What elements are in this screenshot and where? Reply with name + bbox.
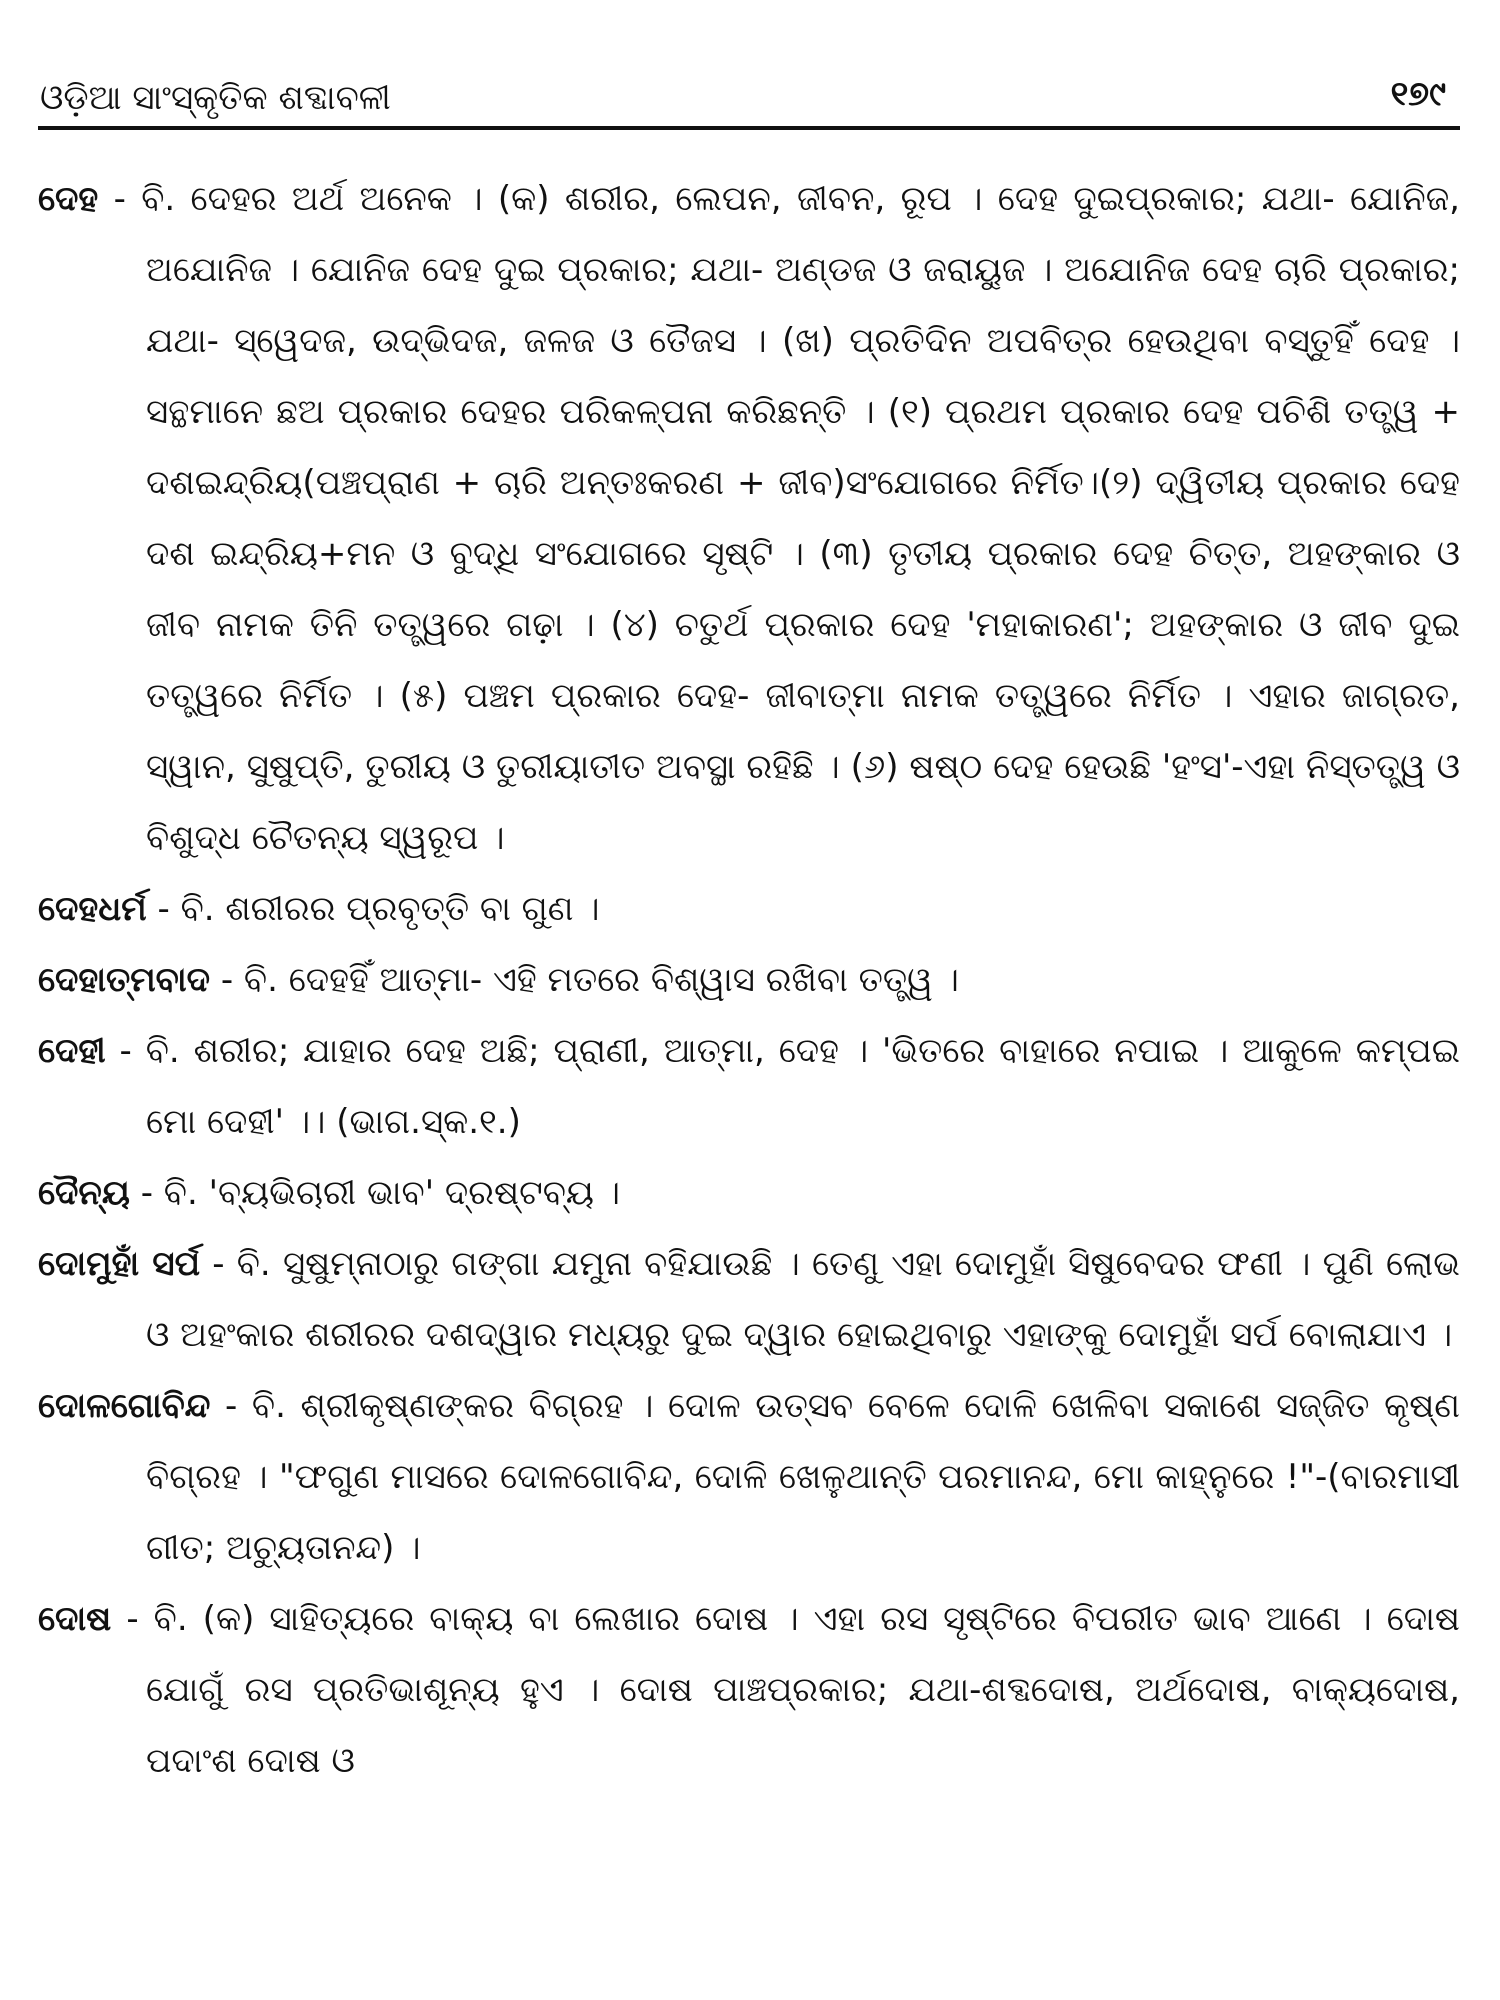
entry-domuha-sarpa xyxy=(38,1229,1460,1371)
definition: - ବି. ଶରୀରର ପ୍ରବୃତ୍ତି ବା ଗୁଣ । xyxy=(146,889,600,929)
definition: - ବି. ଦେହର ଅର୍ଥ ଅନେକ । (କ) ଶରୀର, ଲେପନ, ଜୀବନ, ରୂପ । ଦେହ ଦୁଇପ୍ରକାର; ଯଥା- ଯୋନିଜ, ଅଯୋନିଜ । ଯୋନିଜ ଦେହ ଦୁଇ ପ୍ରକାର; ଯଥା- ଅଣ୍ଡଜ ଓ ଜରାୟୁଜ । ଅଯୋନିଜ ଦେହ ଚାରି ପ୍ରକାର; ଯଥା- ସ୍ୱେଦଜ, ଉଦ୍ଭିଦଜ, ଜଳଜ ଓ ତୈଜସ । (ଖ) ପ୍ରତିଦିନ ଅପବିତ୍ର ହେଉଥିବା ବସ୍ତୁହିଁ ଦେହ । ସନ୍ଥମାନେ ଛଅ ପ୍ରକାର ଦେହର ପରିକଳ୍ପନା କରିଛନ୍ତି । (୧) ପ୍ରଥମ ପ୍ରକାର ଦେହ ପଚିଶି ତତ୍ତ୍ୱ + ଦଶଇନ୍ଦ୍ରିୟ(ପଞ୍ଚପ୍ରାଣ + ଚାରି ଅନ୍ତଃକରଣ + ଜୀବ)ସଂଯୋଗରେ ନିର୍ମିତ।(୨) ଦ୍ୱିତୀୟ ପ୍ରକାର ଦେହ ଦଶ ଇନ୍ଦ୍ରିୟ+ମନ ଓ ବୁଦ୍ଧି ସଂଯୋଗରେ ସୃଷ୍ଟି । (୩) ତୃତୀୟ ପ୍ରକାର ଦେହ ଚିତ୍ତ, ଅହଙ୍କାର ଓ ଜୀବ ନାମକ ତିନି ତତ୍ତ୍ୱରେ ଗଢ଼ା । (୪) ଚତୁର୍ଥ ପ୍ରକାର ଦେହ 'ମହାକାରଣ'; ଅହଙ୍କାର ଓ ଜୀବ ଦୁଇ ତତ୍ତ୍ୱରେ ନିର୍ମିତ । (୫) ପଞ୍ଚମ ପ୍ରକାର ଦେହ- ଜୀବାତ୍ମା ନାମକ ତତ୍ତ୍ୱରେ ନିର୍ମିତ । ଏହାର ଜାଗ୍ରତ, ସ୍ୱାନ, ସୁଷୁପ୍ତି, ତୁରୀୟ ଓ ତୁରୀୟାତୀତ ଅବସ୍ଥା ରହିଛି । (୬) ଷଷ୍ଠ ଦେହ ହେଉଛି 'ହଂସ'-ଏହା ନିସ୍ତତ୍ତ୍ୱ ଓ ବିଶୁଦ୍ଧ ଚୈତନ୍ୟ ସ୍ୱରୂପ । xyxy=(98,179,1460,858)
page-number: ୧୭୯ xyxy=(1390,74,1446,114)
headword: ଦୋମୁହାଁ ସର୍ପ xyxy=(38,1244,201,1284)
headword: ଦୈନ୍ୟ xyxy=(38,1173,130,1213)
definition: - ବି. ଶ୍ରୀକୃଷ୍ଣଙ୍କର ବିଗ୍ରହ । ଦୋଳ ଉତ୍ସବ ବେଳେ ଦୋଳି ଖେଳିବା ସକାଶେ ସଜ୍ଜିତ କୃଷ୍ଣ ବିଗ୍ରହ । "ଫଗୁଣ ମାସରେ ଦୋଳଗୋବିନ୍ଦ, ଦୋଳି ଖେଳୁଥାନ୍ତି ପରମାନନ୍ଦ, ମୋ କାହ୍ନୁରେ !"-(ବାରମାସୀ ଗୀତ; ଅଚ୍ୟୁତାନନ୍ଦ) । xyxy=(146,1386,1460,1568)
entry-deha xyxy=(38,164,1460,874)
entry-dosha xyxy=(38,1584,1460,1797)
entry-dehi xyxy=(38,1016,1460,1158)
entry-list xyxy=(38,130,1460,1797)
headword: ଦେହଧର୍ମ xyxy=(38,889,147,929)
headword: ଦୋଷ xyxy=(38,1599,112,1639)
page-header xyxy=(38,40,1460,130)
definition: - ବି. 'ବ୍ୟଭିଚାରୀ ଭାବ' ଦ୍ରଷ୍ଟବ୍ୟ । xyxy=(129,1173,621,1213)
entry-dolagobinda xyxy=(38,1371,1460,1584)
entry-dehadharma xyxy=(38,874,1460,945)
definition: - ବି. ଶରୀର; ଯାହାର ଦେହ ଅଛି; ପ୍ରାଣୀ, ଆତ୍ମା, ଦେହ । 'ଭିତରେ ବାହାରେ ନପାଇ । ଆକୁଳେ କମ୍ପଇ ମୋ ଦେହୀ' ।। (ଭାଗ.ସ୍କ.୧.) xyxy=(105,1031,1460,1142)
headword: ଦେହୀ xyxy=(38,1031,106,1071)
headword: ଦେହାତ୍ମବାଦ xyxy=(38,960,211,1000)
definition: - ବି. (କ) ସାହିତ୍ୟରେ ବାକ୍ୟ ବା ଲେଖାର ଦୋଷ । ଏହା ରସ ସୃଷ୍ଟିରେ ବିପରୀତ ଭାବ ଆଣେ । ଦୋଷ ଯୋଗୁଁ ରସ ପ୍ରତିଭାଶୂନ୍ୟ ହୁଏ । ଦୋଷ ପାଞ୍ଚପ୍ରକାର; ଯଥା-ଶବ୍ଦଦୋଷ, ଅର୍ଥଦୋଷ, ବାକ୍ୟଦୋଷ, ପଦାଂଶ ଦୋଷ ଓ xyxy=(111,1599,1460,1781)
headword: ଦୋଳଗୋବିନ୍ଦ xyxy=(38,1386,211,1426)
definition: - ବି. ଦେହହିଁ ଆତ୍ମା- ଏହି ମତରେ ବିଶ୍ୱାସ ରଖିବା ତତ୍ତ୍ୱ । xyxy=(210,960,959,1000)
entry-dainya xyxy=(38,1158,1460,1229)
running-title: ଓଡ଼ିଆ ସାଂସ୍କୃତିକ ଶବ୍ଦାବଳୀ xyxy=(40,78,391,118)
entry-dehatmabada xyxy=(38,945,1460,1016)
headword: ଦେହ xyxy=(38,179,99,219)
definition: - ବି. ସୁଷୁମ୍ନାଠାରୁ ଗଙ୍ଗା ଯମୁନା ବହିଯାଉଛି । ତେଣୁ ଏହା ଦୋମୁହାଁ ସିଷୁବେଦର ଫଣୀ । ପୁଣି ଲୋଭ ଓ ଅହଂକାର ଶରୀରର ଦଶଦ୍ୱାର ମଧ୍ୟରୁ ଦୁଇ ଦ୍ୱାର ହୋଇଥିବାରୁ ଏହାଙ୍କୁ ଦୋମୁହାଁ ସର୍ପ ବୋଲାଯାଏ । xyxy=(146,1244,1460,1355)
